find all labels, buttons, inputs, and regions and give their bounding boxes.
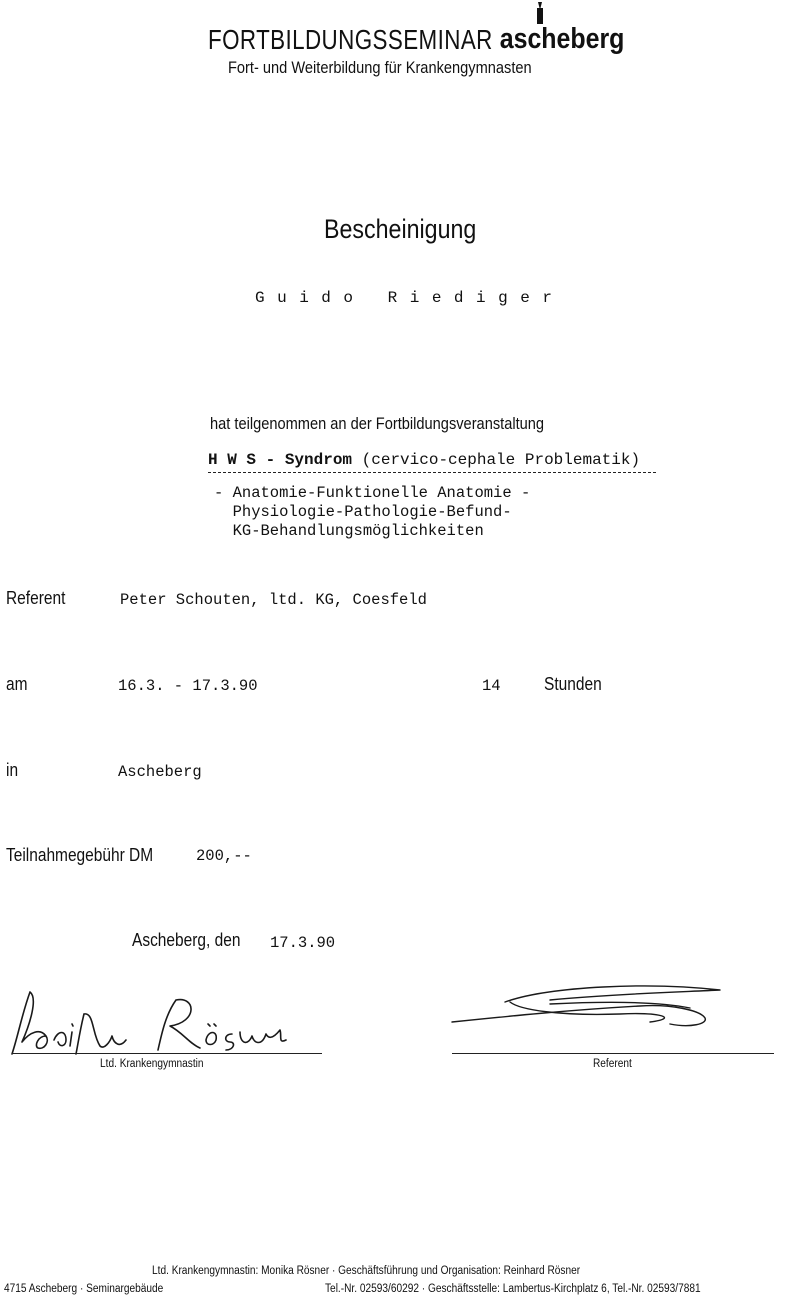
place-label: in (6, 760, 19, 780)
ascheberg-logo (498, 0, 625, 56)
footer-line-1: Ltd. Krankengymnastin: Monika Rösner · Geschäftsführung und Organisation: Reinhard Rösner (152, 1265, 581, 1277)
left-signature-caption: Ltd. Krankengymnastin (100, 1058, 204, 1070)
document-title: Bescheinigung (324, 214, 477, 244)
participant-name: Guido Riediger (255, 289, 565, 307)
date-label: am (6, 674, 28, 694)
course-title-main: H W S - Syndrom (208, 451, 353, 469)
issued-place-label: Ascheberg, den (132, 930, 241, 950)
issued-date: 17.3.90 (270, 934, 336, 952)
referent-label: Referent (6, 588, 66, 608)
left-signature-line (12, 1053, 322, 1054)
footer-contact: Tel.-Nr. 02593/60292 · Geschäftsstelle: Lambertus-Kirchplatz 6, Tel.-Nr. 02593/7881 (325, 1283, 701, 1295)
topic-line-3: KG-Behandlungsmöglichkeiten (214, 522, 484, 540)
course-underline (208, 472, 656, 473)
topic-line-1: - Anatomie-Funktionelle Anatomie - (214, 484, 531, 502)
topic-line-2: Physiologie-Pathologie-Befund- (214, 503, 512, 521)
hours-label: Stunden (544, 674, 602, 694)
fee-label: Teilnahmegebühr DM (6, 845, 154, 865)
header-subtitle: Fort- und Weiterbildung für Krankengymnasten (228, 58, 532, 77)
place-value: Ascheberg (118, 763, 202, 781)
footer-address: 4715 Ascheberg · Seminargebäude (4, 1283, 164, 1295)
right-signature-line (452, 1053, 774, 1054)
fee-value: 200,-- (196, 847, 252, 865)
intro-text: hat teilgenommen an der Fortbildungsveranstaltung (210, 414, 545, 433)
left-signature (0, 984, 320, 1060)
course-title (208, 451, 640, 469)
right-signature (450, 980, 750, 1040)
header-title: FORTBILDUNGSSEMINAR (208, 24, 493, 55)
logo-wordmark: ascheberg (499, 22, 625, 55)
hours-value: 14 (482, 677, 501, 695)
right-signature-caption: Referent (593, 1058, 632, 1070)
date-value: 16.3. - 17.3.90 (118, 677, 258, 695)
course-title-subtitle: (cervico-cephale Problematik) (352, 451, 641, 469)
referent-value: Peter Schouten, ltd. KG, Coesfeld (120, 591, 427, 609)
